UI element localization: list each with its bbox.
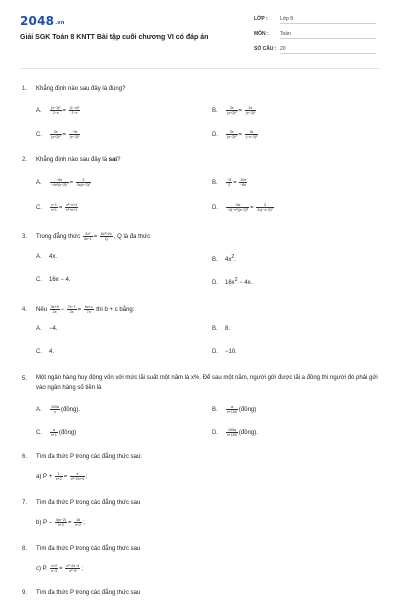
- question-7: 7. Tìm đa thức P trong các đẳng thức sau: [22, 500, 141, 506]
- q2-option-c[interactable]: C. $\frac{x-1}{x+1}$ = $\frac{\text{x³−x+1}}{\text{x³+x+1}}$: [36, 203, 78, 212]
- question-9: 9. Tìm đa thức P trong các đẳng thức sau: [22, 590, 141, 596]
- fraction: $\frac{3x}{\text{(−x−2)²}}$: [245, 130, 258, 139]
- q1-option-a[interactable]: A. $\frac{\text{(x−1)²}}{2-x}$ = $\frac{\text{(1−x)²}}{2-x}$: [36, 106, 80, 115]
- fraction: $\frac{x+2}{x-3}$: [51, 564, 58, 573]
- q5-option-c[interactable]: C. $\frac{a}{x+1}$ (đồng): [36, 428, 77, 437]
- fraction: $\frac{4(x-2)}{x+2}$: [55, 518, 67, 527]
- fraction: $\frac{-3x}{\text{(x−2)²}}$: [69, 130, 80, 139]
- fraction: $\frac{2x}{\text{(x−2)²}}$: [245, 106, 256, 115]
- q4-option-c[interactable]: C. 4.: [36, 349, 55, 355]
- fraction: $\frac{3x}{\text{(x−2)²}}$: [227, 130, 237, 139]
- question-5-text: Một ngân hàng huy động vốn với mức lãi suất một năm là x%. Để sau một năm, người gửi được lãi a đồng thì người đó phải gửi vào ngân hàng số tiền là: [36, 375, 378, 391]
- fraction: $\frac{3x+5}{2x}$: [50, 305, 59, 314]
- question-2: 2. Khẳng định nào sau đây là sai?: [22, 157, 121, 163]
- question-1: 1. Khẳng định nào sau đây là đúng?: [22, 86, 126, 92]
- fraction: $\frac{16}{x+2}$: [75, 518, 82, 527]
- question-6: 6. Tìm đa thức P trong các đẳng thức sau:: [22, 454, 142, 460]
- site-logo[interactable]: [20, 14, 65, 28]
- fraction: $\frac{a}{x+100}$: [227, 405, 237, 414]
- q2-option-b[interactable]: B. $\frac{-5}{3}$ = $\frac{10x}{-6x}$: [212, 178, 247, 187]
- fraction: $\frac{100a}{x}$: [51, 405, 59, 414]
- q5-option-d[interactable]: D. $\frac{100a}{x+100}$ (đồng).: [212, 428, 258, 437]
- q4-option-b[interactable]: B. 8.: [212, 326, 231, 332]
- meta-count: SỐ CÂU : 20: [254, 46, 376, 54]
- q2-option-d[interactable]: D. $\frac{-6x}{\text{−4(−x²)(x−2)²}}$ = $\frac{3}{\text{2x(−x−2)²}}$: [212, 203, 273, 212]
- fraction: $\frac{2x}{\text{(x+2)²}}$: [227, 106, 237, 115]
- fraction: $\frac{a}{x+1}$: [51, 428, 57, 437]
- fraction: $\frac{\text{x³−x+1}}{\text{x³+x+1}}$: [66, 203, 78, 212]
- question-3: 3. Trong đẳng thức $\frac{\text{2x²}}{4x-1}$ = $\frac{\text{8x³+2x}}{Q}$ , Q là đa thức: [22, 232, 151, 241]
- fraction: $\frac{100a}{x+100}$: [227, 428, 237, 437]
- q3-option-a[interactable]: A. 4x.: [36, 254, 58, 260]
- fraction: $\frac{x-1}{x+1}$: [51, 203, 57, 212]
- q5-option-b[interactable]: B. $\frac{a}{x+100}$ (đồng): [212, 405, 257, 414]
- meta-subject: MÔN : Toán: [254, 31, 376, 39]
- meta-class: LỚP : Lớp 8: [254, 16, 376, 24]
- q4-option-a[interactable]: A. −4.: [36, 326, 58, 332]
- q5-option-a[interactable]: A. $\frac{100a}{x}$ (đồng).: [36, 405, 81, 414]
- document-title: Giải SGK Toán 8 KNTT Bài tập cuối chương VI có đáp án: [20, 34, 209, 41]
- fraction: $\frac{7x-7}{2x}$: [67, 305, 76, 314]
- fraction: $\frac{bx+c}{7x}$: [84, 305, 93, 314]
- fraction: $\frac{\text{(x−1)²}}{2-x}$: [51, 106, 61, 115]
- q4-option-d[interactable]: D. −10.: [212, 349, 237, 355]
- q1-option-c[interactable]: C. $\frac{3x}{\text{(x+2)²}}$ = $\frac{-3x}{\text{(x−2)²}}$: [36, 130, 80, 139]
- header-divider: [20, 68, 380, 69]
- q3-option-b[interactable]: B. $4x^2$.: [212, 254, 236, 263]
- fraction: $\frac{-5}{3}$: [227, 178, 232, 187]
- fraction: $\frac{\text{(1−x)²}}{2-x}$: [69, 106, 80, 115]
- fraction: $\frac{\text{2x²}}{4x-1}$: [83, 232, 92, 241]
- fraction: $\frac{3}{\text{2x(−x−2)²}}$: [257, 203, 273, 212]
- fraction: $\frac{-6x}{\text{−4(−x²)(x−2)²}}$: [227, 203, 249, 212]
- q2-option-a[interactable]: A. $\frac{-6x}{\text{−4x²(x−2)²}}$ = $\frac{3}{\text{2x(x−2)²}}$: [36, 178, 91, 187]
- question-5: 5.: [22, 376, 28, 382]
- question-8: 8. Tìm đa thức P trong các đẳng thức sau: [22, 546, 141, 552]
- q3-option-c[interactable]: C. 16x − 4.: [36, 277, 71, 283]
- q1-option-b[interactable]: B. $\frac{2x}{\text{(x+2)²}}$ = $\frac{2x}{\text{(x−2)²}}$: [212, 106, 256, 115]
- logo-text: 2048: [20, 14, 55, 28]
- fraction: $\frac{1}{x+2}$: [55, 472, 62, 481]
- fraction: $\frac{3}{\text{2x(x−2)²}}$: [76, 178, 91, 187]
- fraction: $\frac{-6x}{\text{−4x²(x−2)²}}$: [51, 178, 68, 187]
- question-7-part-b: b) P − $\frac{4(x-2)}{x+2}$ = $\frac{16}{x+2}$ ;: [36, 518, 85, 527]
- fraction: $\frac{10x}{-6x}$: [240, 178, 247, 187]
- q1-option-d[interactable]: D. $\frac{3x}{\text{(x−2)²}}$ = $\frac{3x}{\text{(−x−2)²}}$: [212, 130, 258, 139]
- document-header: [0, 0, 400, 62]
- q3-option-d[interactable]: D. $16x^2 - 4x$.: [212, 277, 253, 286]
- logo-suffix: .vn: [55, 20, 65, 26]
- question-6-part-a: a) P + $\frac{1}{x+2}$ = $\frac{x}{\text{x²−2x+4}}$ ;: [36, 472, 88, 481]
- fraction: $\frac{\text{8x³+2x}}{Q}$: [100, 232, 112, 241]
- question-4: 4. Nếu $\frac{3x+5}{2x}$ − $\frac{7x-7}{2x}$ = $\frac{bx+c}{7x}$ thì b + c bằng:: [22, 305, 135, 314]
- fraction: $\frac{\text{x³−2x−4}}{\text{x²−9}}$: [66, 564, 80, 573]
- fraction: $\frac{x}{\text{x²−2x+4}}$: [70, 472, 84, 481]
- question-8-part-c: c) P. $\frac{x+2}{x-3}$ = $\frac{\text{x³−2x−4}}{\text{x²−9}}$ ;: [36, 564, 83, 573]
- fraction: $\frac{3x}{\text{(x+2)²}}$: [51, 130, 61, 139]
